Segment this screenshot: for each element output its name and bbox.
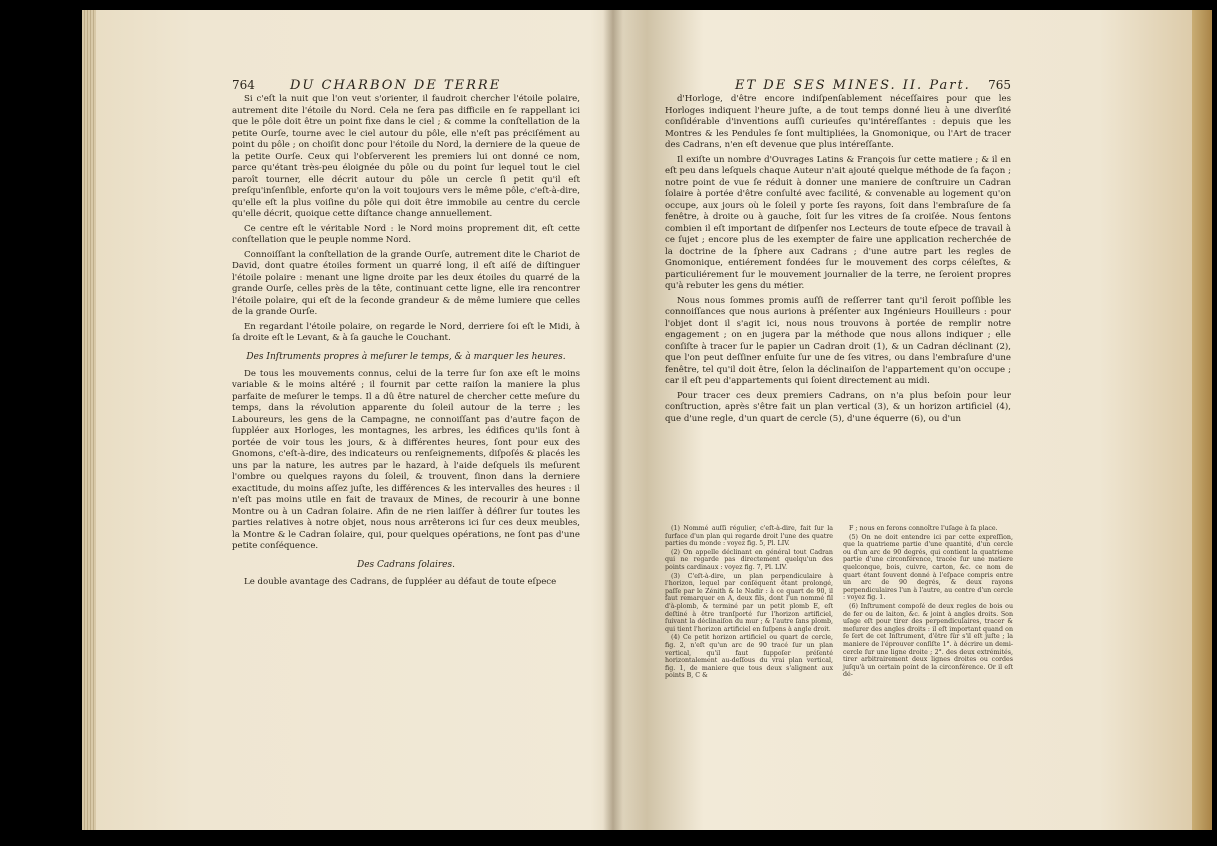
book-gutter bbox=[603, 10, 623, 830]
right-page-number: 765 bbox=[988, 78, 1011, 92]
section-heading-cadrans: Des Cadrans ſolaires. bbox=[357, 559, 455, 570]
footnote: (5) On ne doit entendre ici par cette expreſſion, que la quatrieme partie d'une quantité, d'un cercle ou d'un arc de 90 degrés, qui contient la quatrieme partie d'une circonférence, tracée ſur une matiere quelconque, bois, cuivre, carton, &c. ce nom de quart étant ſouvent donné à l'eſpace compris entre un arc de 90 degrés, & deux rayons perpendiculaires l'un à l'autre, au centre d'un cercle : voyez fig. 1. bbox=[843, 533, 1013, 602]
footnotes-column-left bbox=[665, 525, 833, 681]
left-page-number: 764 bbox=[232, 78, 255, 92]
left-running-title: DU CHARBON DE TERRE bbox=[290, 78, 502, 93]
left-page bbox=[232, 78, 580, 591]
right-running-head bbox=[665, 78, 1011, 94]
left-body bbox=[232, 94, 580, 588]
footnote: (6) Inſtrument compoſé de deux regles de bois ou de fer ou de laiton, &c. & joint à angles droits. Son uſage eſt pour tirer des perpendiculaires, tracer & meſurer des angles droits : il eſt important quand on ſe ſert de cet Inſtrument, d'être ſûr s'il eſt juſte ; la maniere de l'éprouver conſiſte 1°. à décrire un demi-cercle ſur une ligne droite ; 2°. des deux extrémités, tirer arbitrairement deux lignes droites ou cordes juſqu'à un certain point de la circonférence. Or il eſt dé- bbox=[843, 602, 1013, 679]
footnote: (2) On appelle déclinant en général tout Cadran qui ne regarde pas directement quelqu'un des points cardinaux : voyez fig. 7, Pl. LIV. bbox=[665, 548, 833, 571]
paragraph: Connoiſſant la conſtellation de la grande Ourſe, autrement dite le Chariot de David, dont quatre étoiles forment un quarré long, il eſt aiſé de diſtinguer l'étoile polaire : menant une ligne droite par les deux étoiles du quarré de la grande Ourſe, celles près de la tête, continuant cette ligne, elle ira rencontrer l'étoile polaire, qui eſt de la ſeconde grandeur & de même lumiere que celles de la grande Ourſe. bbox=[232, 249, 580, 317]
paragraph: Ce centre eſt le véritable Nord : le Nord moins proprement dit, eſt cette conſtellation que le peuple nomme Nord. bbox=[232, 223, 580, 245]
footnote: F ; nous en ferons connoître l'uſage à ſa place. bbox=[849, 525, 998, 532]
right-running-title: ET DE SES MINES. II. Part. bbox=[735, 78, 971, 93]
section-heading-instruments: Des Inſtruments propres à meſurer le temps, & à marquer les heures. bbox=[246, 351, 566, 362]
footnote: (1) Nommé auſſi régulier, c'eſt-à-dire, fait ſur la ſurface d'un plan qui regarde droit l'une des quatre parties du monde : voyez fig. 5, Pl. LIV. bbox=[665, 525, 833, 548]
paragraph: En regardant l'étoile polaire, on regarde le Nord, derriere ſoi eſt le Midi, à ſa droite eſt le Levant, & à ſa gauche le Couchant. bbox=[232, 321, 580, 343]
left-page-edge bbox=[82, 10, 96, 830]
left-running-head bbox=[232, 78, 580, 94]
paragraph: d'Horloge, d'être encore indiſpenſablement néceſſaires pour que les Horloges indiquent l'heure juſte, a de tout temps donné lieu à une diverſité conſidérable d'inventions auſſi curieuſes qu'intéreſſantes : depuis que les Montres & les Pendules ſe ſont multipliées, la Gnomonique, ou l'Art de tracer des Cadrans, n'en eſt devenue que plus intéreſſante. bbox=[665, 94, 1011, 150]
paragraph: Pour tracer ces deux premiers Cadrans, on n'a plus beſoin pour leur conſtruction, après s'être fait un plan vertical (3), & un horizon artificiel (4), que d'une regle, d'un quart de cercle (5), d'une équerre (6), ou d'un bbox=[665, 390, 1011, 424]
paragraph: De tous les mouvements connus, celui de la terre ſur ſon axe eſt le moins variable & le moins altéré ; il fournit par cette raiſon la maniere la plus parfaite de meſurer le temps. Il a dû être naturel de chercher cette meſure du temps, dans la révolution apparente du ſoleil autour de la terre ; les Laboureurs, les gens de la Campagne, ne connoiſſant pas d'autre façon de ſuppléer aux Horloges, les montagnes, les arbres, les édifices qu'ils ſont à portée de voir tous les jours, & à différentes heures, ſont pour eux des Gnomons, c'eſt-à-dire, des indicateurs ou renſeignements, diſpoſés & placés les uns par la nature, les autres par le hazard, à l'aide deſquels ils meſurent l'ombre ou quelques rayons du ſoleil, & trouvent, ſinon dans la derniere exactitude, du moins aſſez juſte, les différences & les intervalles des heures : il n'eſt pas moins utile en fait de travaux de Mines, de recourir à une bonne Montre ou à un Cadran ſolaire. Afin de ne rien laiſſer à déſirer ſur toutes les parties relatives à notre objet, nous nous arrêterons ici ſur ces deux meubles, la Montre & le Cadran ſolaire, qui, pour quelques opérations, ne ſont pas d'une petite conſéquence. bbox=[232, 368, 580, 551]
right-body bbox=[665, 94, 1011, 425]
right-page-edge bbox=[1192, 10, 1212, 830]
footnotes-column-right bbox=[843, 525, 1013, 680]
footnote: (3) C'eſt-à-dire, un plan perpendiculaire à l'horizon, lequel par conſéquent étant prolongé, paſſe par le Zénith & le Nadir : à ce quart de 90, il faut remarquer en A, deux fils, dont l'un nommé fil d'à-plomb, & terminé par un petit plomb E, eſt deſtiné à être tranſporté ſur l'horizon artificiel, ſuivant la déclinaiſon du mur ; & l'autre ſans plomb, qui tient l'horizon artificiel en ſuſpens à angle droit. bbox=[665, 572, 833, 633]
footnote: (4) Ce petit horizon artificiel ou quart de cercle, fig. 2, n'eſt qu'un arc de 90 tracé ſur un plan vertical, qu'il faut ſuppoſer préſenté horizontalement au-deſſous du vrai plan vertical, fig. 1, de maniere que tous deux s'alignent aux points B, C & bbox=[665, 634, 833, 680]
paragraph: Si c'eſt la nuit que l'on veut s'orienter, il faudroit chercher l'étoile polaire, autrement dite l'étoile du Nord. Cela ne ſera pas difficile en ſe rappellant ici que le pôle doit être un point fixe dans le ciel ; & comme la conſtellation de la petite Ourſe, tourne avec le ciel autour du pôle, elle n'eſt pas préciſément au point du pôle ; on choiſit donc pour l'étoile du Nord, la derniere de la queue de la petite Ourſe. Ceux qui l'obſerverent les premiers lui ont donné ce nom, parce qu'étant très-peu éloignée du pôle ou du point ſur lequel tout le ciel paroît tourner, elle décrit autour du pôle un cercle ſi petit qu'il eſt preſqu'inſenſible, enforte qu'on la voit toujours vers le même pôle, c'eſt-à-dire, qu'elle eſt la plus voiſine du pôle qui doit être immobile au centre du cercle qu'elle décrit, quoique cette diſtance change annuellement. bbox=[232, 94, 580, 219]
right-page bbox=[665, 78, 1011, 428]
paragraph: Nous nous ſommes promis auſſi de reſſerrer tant qu'il ſeroit poſſible les connoiſſances que nous aurions à préſenter aux Ingénieurs Houilleurs : pour l'objet dont il s'agit ici, nous nous trouvons à portée de remplir notre engagement ; on en jugera par la méthode que nous allons indiquer ; elle conſiſte à tracer ſur le papier un Cadran droit (1), & un Cadran déclinant (2), que l'on peut deſſiner enſuite ſur une de ſes vitres, ou dans l'embraſure d'une fenêtre, tel qu'il doit être, ſelon la déclinaiſon de l'appartement qu'on occupe ; car il eſt peu d'appartements qui ſoient directement au midi. bbox=[665, 295, 1011, 386]
paragraph: Le double avantage des Cadrans, de ſuppléer au défaut de toute eſpece bbox=[244, 576, 557, 587]
paragraph: Il exiſte un nombre d'Ouvrages Latins & François ſur cette matiere ; & il en eſt peu dans leſquels chaque Auteur n'ait ajouté quelque méthode de ſa façon ; notre point de vue ſe réduit à donner une maniere de conſtruire un Cadran ſolaire à portée d'être conſulté avec facilité, & convenable au logement qu'on occupe, aux jours où le ſoleil y porte ſes rayons, ſoit dans l'embraſure de ſa fenêtre, à droite ou à gauche, ſoit ſur les vitres de ſa croiſée. Nous ſentons combien il eſt important de diſpenſer nos Lecteurs de toute eſpece de travail à ce ſujet ; encore plus de les exempter de faire une application recherchée de la doctrine de la ſphere aux Cadrans ; d'une autre part les regles de Gnomonique, entiérement fondées ſur le mouvement des corps céleſtes, & particuliérement ſur le mouvement journalier de la terre, ne ſeroient propres qu'à rebuter les gens du métier. bbox=[665, 154, 1011, 291]
